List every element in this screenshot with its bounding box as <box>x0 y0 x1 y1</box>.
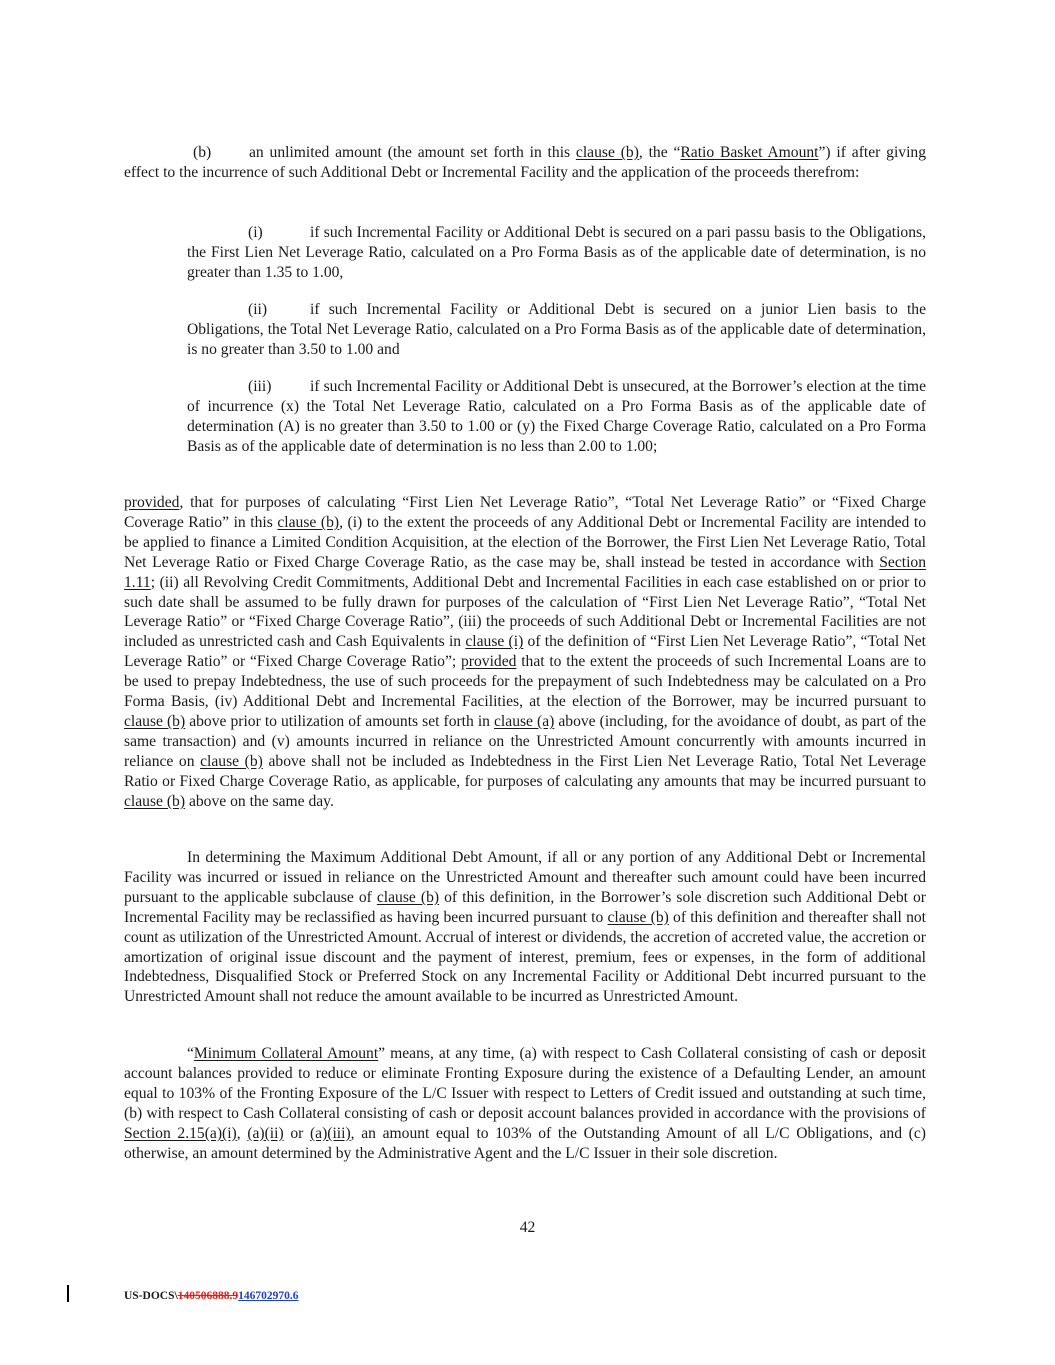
subclause-iii: (iii) if such Incremental Facility or Additional Debt is unsecured, at the Borrower’s election at the time of incurrence (x) the Total Net Leverage Ratio, calculated on a Pro Forma Basis as of the applicable date of determination (A) is no greater than 3.50 to 1.00 or (y) the Fixed Charge Coverage Ratio, calculated on a Pro Forma Basis as of the applicable date of determination is no less than 2.00 to 1.00; <box>187 378 926 455</box>
clause-reference: clause (b) <box>124 792 186 810</box>
section-reference: (a)(iii) <box>309 1124 351 1142</box>
revision-change-bar <box>67 1285 69 1302</box>
reclassification-paragraph: In determining the Maximum Additional Debt Amount, if all or any portion of any Additional Debt or Incremental Facility was incurred or issued in reliance on the Unrestricted Amount and thereafter such amount could have been incurred pursuant to the applicable subclause of clause (b) of this definition, in the Borrower’s sole discretion such Additional Debt or Incremental Facility may be reclassified as having been incurred pursuant to clause (b) of this definition and thereafter shall not count as utilization of the Unrestricted Amount. Accrual of interest or dividends, the accretion of accreted value, the accretion or amortization of original issue discount and the payment of interest, premium, fees or expenses, in the form of additional Indebtedness, Disqualified Stock or Preferred Stock on any Incremental Facility or Additional Debt incurred pursuant to the Unrestricted Amount shall not reduce the amount available to be incurred as Unrestricted Amount. <box>124 849 926 1006</box>
subclause-ii-label: (ii) <box>248 301 268 318</box>
clause-reference: clause (i) <box>465 633 524 651</box>
clause-b-reference: clause (b) <box>575 144 639 161</box>
clause-b-paragraph: (b) an unlimited amount (the amount set forth in this clause (b), the “Ratio Basket Amount”) if after giving effect to the incurrence of such Additional Debt or Incremental Facility and the application of the proceeds therefrom: <box>124 144 926 181</box>
subclause-ii: (ii) if such Incremental Facility or Additional Debt is secured on a junior Lien basis to the Obligations, the Total Net Leverage Ratio, calculated on a Pro Forma Basis as of the applicable date of determination, is no greater than 3.50 to 1.00 and <box>187 301 926 358</box>
minimum-collateral-amount-definition: “Minimum Collateral Amount” means, at any time, (a) with respect to Cash Collateral consisting of cash or deposit account balances provided to reduce or eliminate Fronting Exposure during the existence of a Defaulting Lender, an amount equal to 103% of the Fronting Exposure of the L/C Issuer with respect to Letters of Credit issued and outstanding at such time, (b) with respect to Cash Collateral consisting of cash or deposit account balances provided in accordance with the provisions of Section 2.15(a)(i), (a)(ii) or (a)(iii), an amount equal to 103% of the Outstanding Amount of all L/C Obligations, and (c) otherwise, an amount determined by the Administrative Agent and the L/C Issuer in their sole discretion. <box>124 1045 926 1162</box>
clause-reference: clause (b) <box>277 513 340 531</box>
ratio-basket-amount-term: Ratio Basket Amount <box>680 144 819 161</box>
section-reference: Section 1.11 <box>124 553 926 591</box>
subclause-i: (i) if such Incremental Facility or Additional Debt is secured on a pari passu basis to the Obligations, the First Lien Net Leverage Ratio, calculated on a Pro Forma Basis as of the applicable date of determination, is no greater than 1.35 to 1.00, <box>187 224 926 281</box>
subclause-i-label: (i) <box>248 224 263 241</box>
section-reference: Section 2.15(a)(i) <box>124 1124 237 1142</box>
clause-reference: clause (b) <box>376 888 440 906</box>
subclause-iii-label: (iii) <box>248 378 272 395</box>
clause-reference: clause (b) <box>200 752 263 770</box>
footer-prefix: US-DOCS\ <box>124 1290 178 1302</box>
clause-reference: clause (a) <box>494 712 555 730</box>
provided-term: provided <box>124 494 180 511</box>
footer-inserted-number: 146702970.6 <box>238 1290 299 1302</box>
provided-term: provided <box>461 653 517 671</box>
clause-reference: clause (b) <box>607 908 669 926</box>
page-number: 42 <box>519 1219 536 1236</box>
clause-reference: clause (b) <box>124 712 186 730</box>
footer-deleted-number: 140506888.9 <box>177 1290 239 1302</box>
proviso-paragraph: provided, that for purposes of calculating “First Lien Net Leverage Ratio”, “Total Net Leverage Ratio” or “Fixed Charge Coverage Ratio” in this clause (b), (i) to the extent the proceeds of any Additional Debt or Incremental Facility are intended to be applied to finance a Limited Condition Acquisition, at the election of the Borrower, the First Lien Net Leverage Ratio, Total Net Leverage Ratio or Fixed Charge Coverage Ratio, as the case may be, shall instead be tested in accordance with Section 1.11; (ii) all Revolving Credit Commitments, Additional Debt and Incremental Facilities in each case established on or prior to such date shall be assumed to be fully drawn for purposes of the calculation of “First Lien Net Leverage Ratio”, “Total Net Leverage Ratio” or “Fixed Charge Coverage Ratio”, (iii) the proceeds of such Additional Debt or Incremental Facilities are not included as unrestricted cash and Cash Equivalents in clause (i) of the definition of “First Lien Net Leverage Ratio”, “Total Net Leverage Ratio” or “Fixed Charge Coverage Ratio”; provided that to the extent the proceeds of such Incremental Loans are to be used to prepay Indebtedness, the use of such proceeds for the prepayment of such Indebtedness may be calculated on a Pro Forma Basis, (iv) Additional Debt and Incremental Facilities, at the election of the Borrower, may be incurred pursuant to clause (b) above prior to utilization of amounts set forth in clause (a) above (including, for the avoidance of doubt, as part of the same transaction) and (v) amounts incurred in reliance on the Unrestricted Amount concurrently with amounts incurred in reliance on clause (b) above shall not be included as Indebtedness in the First Lien Net Leverage Ratio, Total Net Leverage Ratio or Fixed Charge Coverage Ratio, as applicable, for purposes of calculating any amounts that may be incurred pursuant to clause (b) above on the same day. <box>124 494 927 810</box>
minimum-collateral-amount-term: Minimum Collateral Amount <box>193 1045 379 1062</box>
section-reference: (a)(ii) <box>247 1124 284 1142</box>
clause-b-label: (b) <box>193 144 212 161</box>
document-footer-id <box>124 1289 298 1303</box>
